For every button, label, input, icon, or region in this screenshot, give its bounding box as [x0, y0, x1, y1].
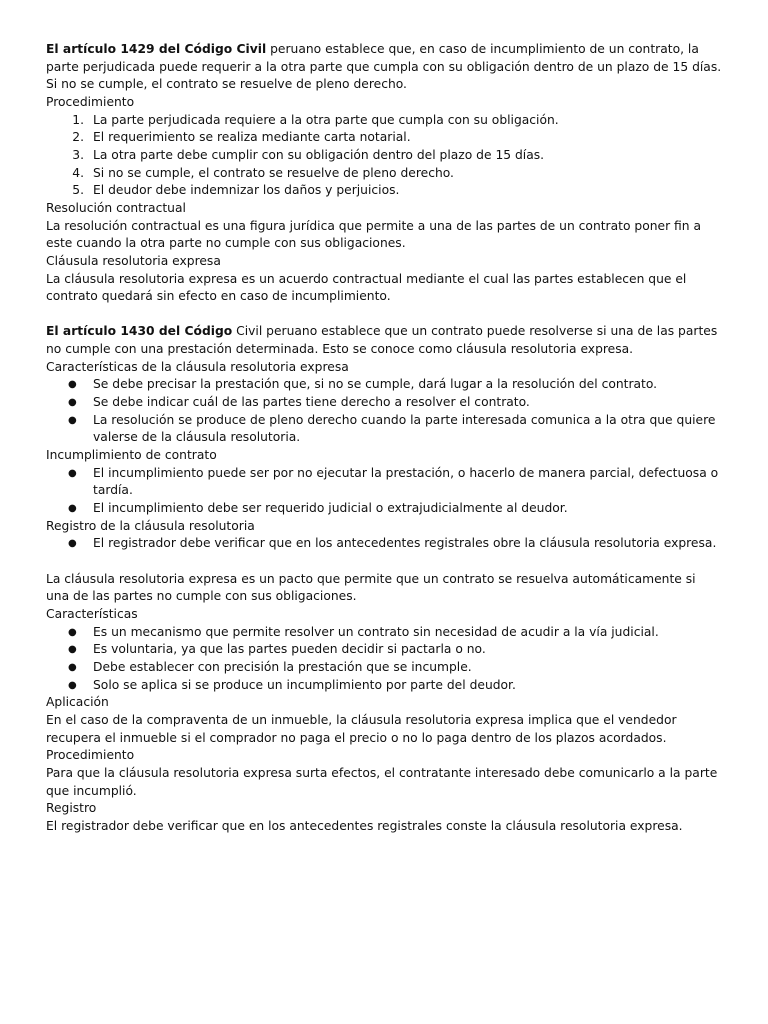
- procedimiento-heading: Procedimiento: [46, 94, 135, 109]
- bullet-icon: ●: [68, 414, 77, 426]
- list-item-text: El registrador debe verificar que en los antecedentes registrales obre la cláusula resolutoria expresa.: [93, 536, 717, 551]
- list-item: [46, 535, 722, 553]
- bullet-icon: ●: [68, 467, 77, 479]
- bullet-icon: ●: [68, 679, 77, 691]
- list-item: [46, 376, 722, 394]
- list-item-text: La otra parte debe cumplir con su obligación dentro del plazo de 15 días.: [93, 147, 545, 162]
- bullet-icon: ●: [68, 379, 77, 391]
- list-item: [46, 465, 722, 500]
- caracteristicas-list: [46, 624, 722, 695]
- list-item-text: El incumplimiento debe ser requerido judicial o extrajudicialmente al deudor.: [93, 501, 568, 516]
- caracteristicas-clausula-heading: Características de la cláusula resolutoria expresa: [46, 359, 349, 374]
- resolucion-heading: Resolución contractual: [46, 200, 186, 215]
- list-number: 1.: [72, 112, 84, 127]
- list-item-text: La parte perjudicada requiere a la otra parte que cumpla con su obligación.: [93, 112, 559, 127]
- procedimiento-2-heading: Procedimiento: [46, 748, 135, 763]
- list-item: [46, 394, 722, 412]
- article-1429-bold: El artículo 1429 del Código Civil: [46, 42, 267, 56]
- article-1429-paragraph: [46, 41, 722, 94]
- clausula-paragraph: La cláusula resolutoria expresa es un acuerdo contractual mediante el cual las partes establecen que el contrato quedará sin efecto en caso de incumplimiento.: [46, 271, 687, 304]
- list-item: [46, 129, 722, 147]
- list-item: [46, 677, 722, 695]
- list-number: 5.: [72, 183, 84, 198]
- article-1429-text: peruano establece que, en caso de incumplimiento de un contrato, la parte perjudicada puede requerir a la otra parte que cumpla con su obligación dentro de un plazo de 15 días. Si no se cumple, el contrato se resuelve de pleno derecho.: [46, 42, 722, 92]
- list-item-text: El requerimiento se realiza mediante carta notarial.: [93, 130, 411, 145]
- list-item: [46, 412, 722, 447]
- article-1430-text: Civil peruano establece que un contrato puede resolverse si una de las partes no cumple con una prestación determinada. Esto se conoce como cláusula resolutoria expresa.: [46, 324, 718, 357]
- bullet-icon: ●: [68, 538, 77, 550]
- bullet-icon: ●: [68, 661, 77, 673]
- list-item: [46, 624, 722, 642]
- list-item-text: Debe establecer con precisión la prestación que se incumple.: [93, 659, 472, 674]
- incumplimiento-heading: Incumplimiento de contrato: [46, 448, 217, 463]
- list-item: [46, 165, 722, 183]
- list-number: 2.: [72, 130, 84, 145]
- registro-clausula-list: [46, 535, 722, 553]
- aplicacion-paragraph: En el caso de la compraventa de un inmueble, la cláusula resolutoria expresa implica que el vendedor recupera el inmueble si el comprador no paga el precio o no lo paga dentro de los plazos acordados.: [46, 712, 677, 745]
- registro-heading: Registro: [46, 801, 97, 816]
- article-1430-bold: El artículo 1430 del Código: [46, 324, 233, 339]
- list-item-text: Es voluntaria, ya que las partes pueden decidir si pactarla o no.: [93, 642, 486, 657]
- bullet-icon: ●: [68, 626, 77, 638]
- aplicacion-heading: Aplicación: [46, 695, 109, 710]
- incumplimiento-list: [46, 465, 722, 518]
- list-item-text: Es un mecanismo que permite resolver un contrato sin necesidad de acudir a la vía judicial.: [93, 624, 659, 639]
- list-item-text: La resolución se produce de pleno derecho cuando la parte interesada comunica a la otra que quiere valerse de la cláusula resolutoria.: [93, 412, 716, 445]
- registro-clausula-heading: Registro de la cláusula resolutoria: [46, 518, 255, 533]
- bullet-icon: ●: [68, 644, 77, 656]
- clausula-pacto-paragraph: La cláusula resolutoria expresa es un pacto que permite que un contrato se resuelva automáticamente si una de las partes no cumple con sus obligaciones.: [46, 571, 696, 604]
- caracteristicas-heading: Características: [46, 606, 138, 621]
- list-item: [46, 641, 722, 659]
- list-item: [46, 659, 722, 677]
- bullet-icon: ●: [68, 397, 77, 409]
- clausula-heading: Cláusula resolutoria expresa: [46, 253, 221, 268]
- list-number: 4.: [72, 165, 84, 180]
- list-item-text: Se debe precisar la prestación que, si no se cumple, dará lugar a la resolución del contrato.: [93, 377, 658, 392]
- resolucion-paragraph: La resolución contractual es una figura jurídica que permite a una de las partes de un contrato poner fin a este cuando la otra parte no cumple con sus obligaciones.: [46, 218, 702, 251]
- document-page: [46, 41, 722, 836]
- caracteristicas-clausula-list: [46, 376, 722, 447]
- list-item-text: Se debe indicar cuál de las partes tiene derecho a resolver el contrato.: [93, 395, 530, 410]
- procedimiento-2-paragraph: Para que la cláusula resolutoria expresa surta efectos, el contratante interesado debe comunicarlo a la parte que incumplió.: [46, 765, 718, 798]
- bullet-icon: ●: [68, 503, 77, 515]
- paragraph-gap: [46, 553, 722, 571]
- list-item: [46, 500, 722, 518]
- list-item-text: El deudor debe indemnizar los daños y perjuicios.: [93, 183, 400, 198]
- list-item-text: Solo se aplica si se produce un incumplimiento por parte del deudor.: [93, 677, 516, 692]
- registro-paragraph: El registrador debe verificar que en los antecedentes registrales conste la cláusula resolutoria expresa.: [46, 818, 683, 833]
- paragraph-gap: [46, 306, 722, 324]
- procedimiento-list: [46, 112, 722, 200]
- list-item: [46, 182, 722, 200]
- list-number: 3.: [72, 147, 84, 162]
- article-1430-paragraph: [46, 323, 722, 358]
- list-item-text: El incumplimiento puede ser por no ejecutar la prestación, o hacerlo de manera parcial, defectuosa o tardía.: [93, 465, 719, 498]
- list-item: [46, 147, 722, 165]
- list-item-text: Si no se cumple, el contrato se resuelve de pleno derecho.: [93, 165, 454, 180]
- list-item: [46, 112, 722, 130]
